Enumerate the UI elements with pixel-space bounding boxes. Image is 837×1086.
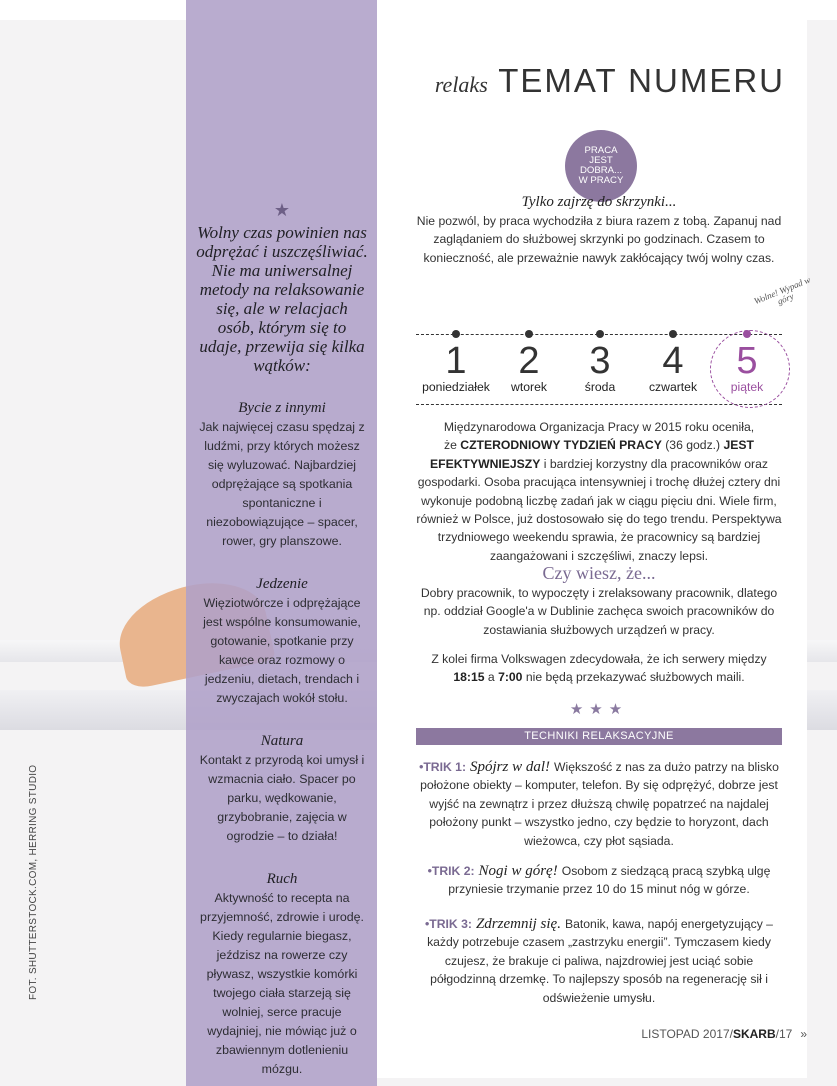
did-you-know-heading: Czy wiesz, że... xyxy=(542,563,656,583)
sidebar-section-title: Bycie z innymi xyxy=(238,400,326,416)
day-dot xyxy=(596,330,604,338)
day-name: poniedziałek xyxy=(422,380,490,394)
handwritten-note: Wolne! Wypad w góry xyxy=(752,274,812,307)
vw-line: a xyxy=(484,670,499,685)
day-number: 3 xyxy=(589,340,611,382)
footer-brand: SKARB xyxy=(732,1027,776,1041)
study-bold: JEST EFEKTYWNIEJSZY xyxy=(430,438,754,471)
sidebar-section-title: Jedzenie xyxy=(256,576,308,592)
trick-title: Zdrzemnij się. xyxy=(475,916,561,932)
day-number: 2 xyxy=(518,340,540,382)
techniques-bar: TECHNIKI RELAKSACYJNE xyxy=(416,728,782,745)
study-bold: CZTERODNIOWY TYDZIEŃ PRACY xyxy=(460,438,662,453)
day-dot xyxy=(452,330,460,338)
did-you-know-text: Dobry pracownik, to wypoczęty i zrelaksowany pracownik, dlatego np. oddział Google'a w Dublinie zachęca swoich pracowników do zostawiania służbowych urządzeń w pracy. xyxy=(420,586,778,637)
footer-page: /17 xyxy=(775,1027,793,1041)
trick-label: •TRIK 3: xyxy=(425,917,472,931)
day-name: środa xyxy=(584,380,616,394)
footer-issue: LISTOPAD 2017/ xyxy=(641,1027,733,1041)
next-page-arrow-icon[interactable]: » xyxy=(800,1027,807,1041)
trick-text: Większość z nas za dużo patrzy na blisko położone obiekty – komputer, telefon. By się odprężyć, dobrze jest wyjść na zewnątrz i przez dłuższą chwilę popatrzeć na najdalej położony punkt – wszystko jedno, czy będzie to horyzont, dach wieżowca, czy płot sąsiada. xyxy=(420,760,779,848)
day-number: 5 xyxy=(736,340,758,382)
trick-2 xyxy=(416,862,782,899)
day-thursday xyxy=(636,330,710,394)
study-line: Międzynarodowa Organizacja Pracy w 2015 roku oceniła, xyxy=(443,420,755,434)
day-monday xyxy=(419,330,493,394)
sidebar-quote: Wolny czas powinien nas odprężać i uszczęśliwiać. Nie ma uniwersalnej metody na relaksowanie się, ale w relacjach osób, którym się to udaje, przewija się kilka wątków: xyxy=(196,223,368,375)
study-line: i bardziej korzystny dla pracowników oraz gospodarki. Osoba pracująca intensywniej i trochę dłużej cztery dni wykonuje podobną liczbę zadań jak w ciągu pięciu dni. Wiele firm, również w Polsce, już dostosowało się do tego trendu. Perspektywa trzydniowego weekendu sprawia, że pracownicy są bardziej zaangażowani i szczęśliwi, znaczy lepsi. xyxy=(416,456,782,563)
header-kicker: relaks xyxy=(434,72,488,97)
badge-text: PRACA JEST DOBRA... W PRACY xyxy=(578,145,624,186)
section-header xyxy=(435,62,785,100)
vw-line: nie będą przekazywać służbowych maili. xyxy=(522,670,745,685)
day-wednesday xyxy=(563,330,637,394)
sidebar-section-text: Jak najwięcej czasu spędzaj z ludźmi, przy których możesz się wyluzować. Najbardziej odprężające są spotkania spontaniczne i niezobowiązujące – spacer, rower, gry planszowe. xyxy=(199,420,365,548)
volkswagen-text xyxy=(416,650,782,687)
trick-1 xyxy=(416,758,782,850)
trick-label: •TRIK 2: xyxy=(427,864,475,878)
trick-text: Batonik, kawa, napój energetyzujący – każdy potrzebuje czasem „zastrzyku energii”. Tymczasem kiedy czujesz, że brakuje ci paliwa, najzdrowiej jest uciąć sobie półgodzinną drzemkę. To najlepszy sposób na regenerację sił i odświeżenie umysłu. xyxy=(427,917,773,1005)
sidebar-section-title: Ruch xyxy=(266,871,298,887)
day-number: 4 xyxy=(662,340,684,382)
trick-label: •TRIK 1: xyxy=(419,760,467,774)
star-icon: ★ xyxy=(273,200,291,220)
friday-highlight-ring xyxy=(710,330,790,408)
day-name: piątek xyxy=(730,380,764,394)
page-top-strip xyxy=(0,0,837,20)
vw-line: Z kolei firma Volkswagen zdecydowała, że ich serwery między xyxy=(431,652,767,666)
day-dot xyxy=(525,330,533,338)
trick-text: Osobom z siedzącą pracą szybką ulgę przyniesie trzymanie przez 10 do 15 minut nóg w górze. xyxy=(448,864,771,897)
trick-title: Spójrz w dal! xyxy=(470,759,551,775)
day-tuesday xyxy=(492,330,566,394)
timeline-bottom-line xyxy=(416,404,782,405)
sidebar-content xyxy=(196,200,368,1079)
header-title: TEMAT NUMERU xyxy=(498,62,785,99)
sidebar-section-title: Natura xyxy=(260,733,304,749)
sidebar-section-text: Aktywność to recepta na przyjemność, zdrowie i urodę. Kiedy regularnie biegasz, jeździsz na rowerze czy pływasz, wszystkie komórki twojego ciała starzeją się wolniej, serce pracuje wydajniej, nie mówiąc już o zbawiennym dotlenieniu mózgu. xyxy=(200,891,364,1076)
stars-divider: ★★★ xyxy=(569,701,629,718)
study-text xyxy=(416,418,782,565)
topic-badge xyxy=(565,130,637,202)
sidebar-section-text: Kontakt z przyrodą koi umysł i wzmacnia ciało. Spacer po parku, wędkowanie, grzybobranie, zajęcia w ogrodzie – to działa! xyxy=(199,753,365,843)
trick-3 xyxy=(416,915,782,1007)
day-number: 1 xyxy=(445,340,467,382)
intro-text: Nie pozwól, by praca wychodziła z biura razem z tobą. Zapanuj nad zaglądaniem do służbowej skrzynki po godzinach. Czasem to konieczność, ale przeważnie nawyk zakłócający twój wolny czas. xyxy=(416,214,782,265)
day-name: czwartek xyxy=(648,380,698,394)
sidebar-section-text: Więziotwórcze i odprężające jest wspólne konsumowanie, gotowanie, spotkanie przy kawce oraz rozmowy o jedzeniu, dietach, trendach i zwyczajach wokół stołu. xyxy=(203,596,361,705)
day-dot xyxy=(669,330,677,338)
day-name: wtorek xyxy=(511,380,547,394)
trick-title: Nogi w górę! xyxy=(478,863,558,879)
page-footer xyxy=(641,1027,807,1041)
photo-credit: FOT. SHUTTERSTOCK.COM, HERRING STUDIO xyxy=(28,764,39,1000)
study-line: (36 godz.) xyxy=(661,438,724,453)
study-line: że xyxy=(444,438,461,453)
time-start: 18:15 xyxy=(453,670,485,685)
time-end: 7:00 xyxy=(498,670,523,685)
intro-heading: Tylko zajrzę do skrzynki... xyxy=(521,194,677,210)
